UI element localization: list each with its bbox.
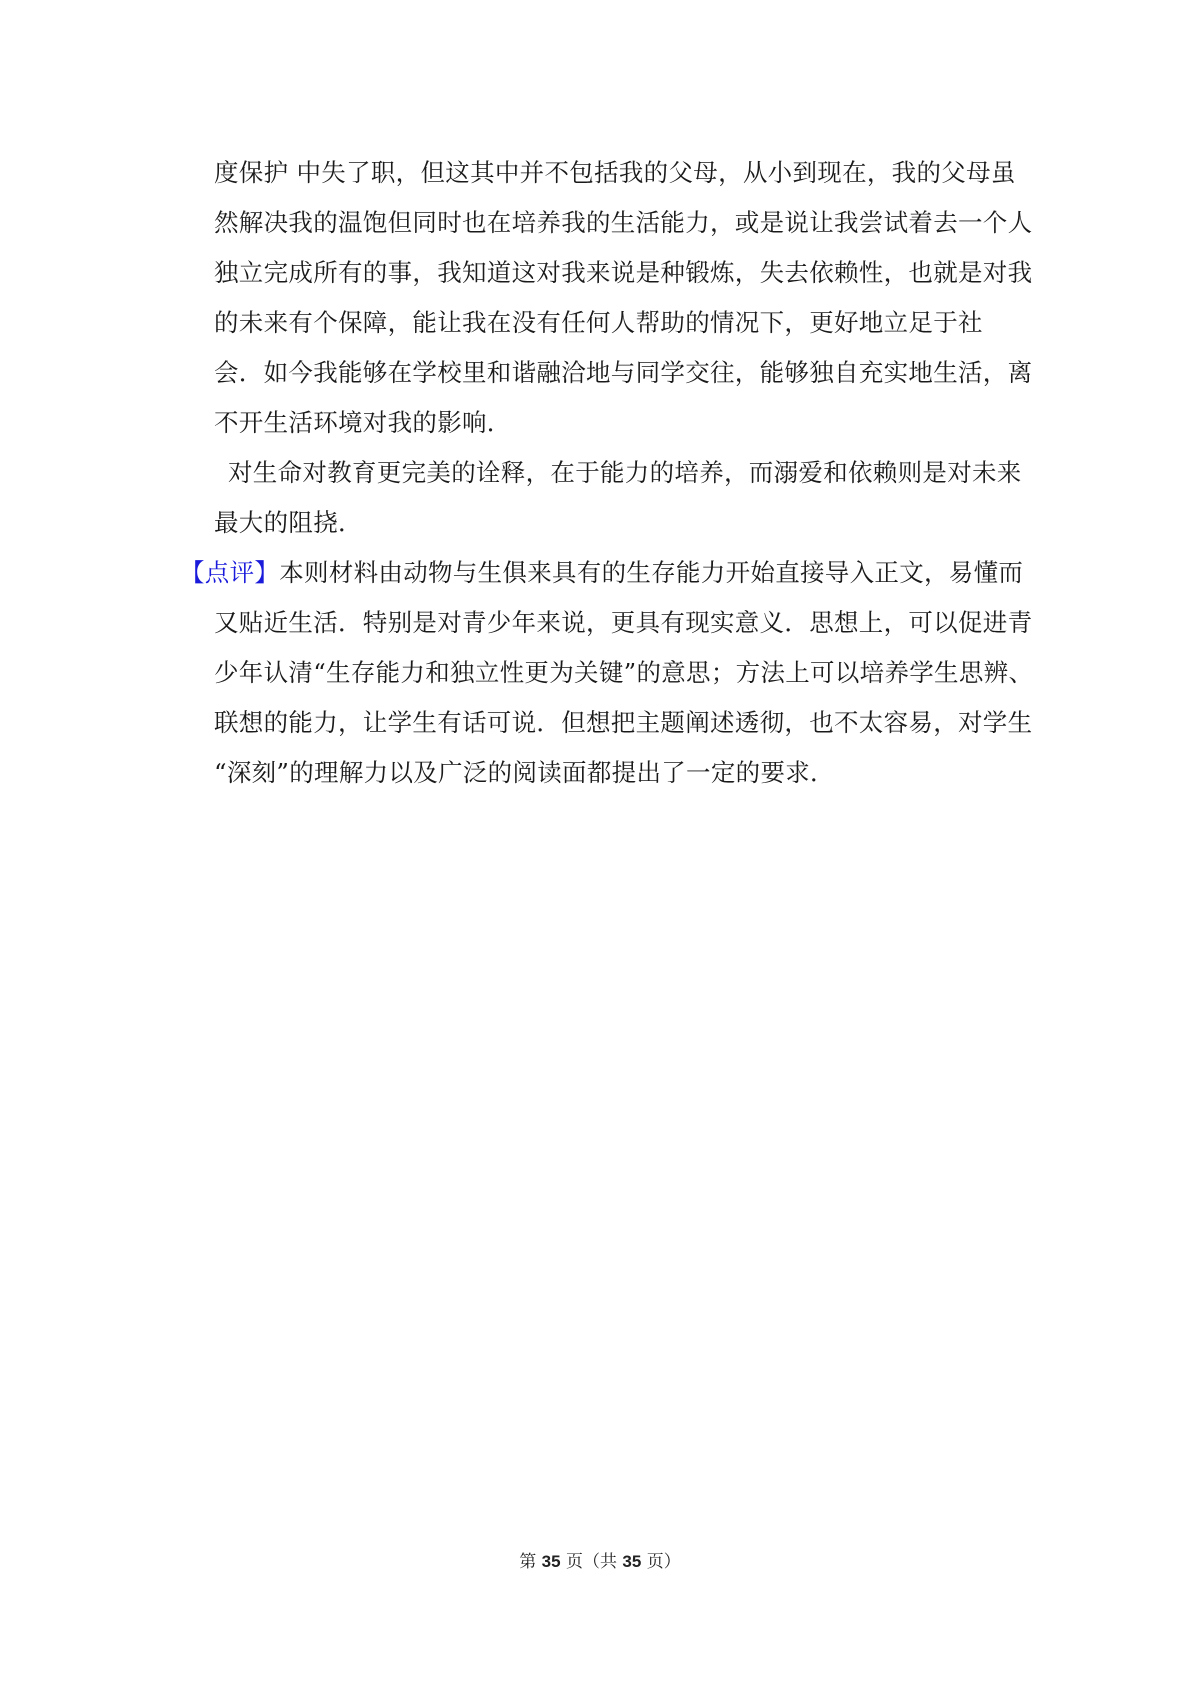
paragraph-2 <box>214 448 1022 548</box>
page-footer <box>0 1547 1200 1572</box>
comment-section <box>180 548 1034 798</box>
page-total: 35 <box>622 1552 642 1571</box>
comment-label: 【点评】 <box>180 558 280 587</box>
comment-text: 本则材料由动物与生俱来具有的生存能力开始直接导入正文，易懂而 <box>279 558 1024 587</box>
text-line: 联想的能力，让学生有话可说．但想把主题阐述透彻，也不太容易，对学生 <box>214 708 1033 737</box>
text-line: 不开生活环境对我的影响． <box>214 408 512 437</box>
text-line: 对生命对教育更完美的诠释，在于能力的培养，而溺爱和依赖则是对未来 <box>228 458 1022 487</box>
text-line: 少年认清“生存能力和独立性更为关键”的意思；方法上可以培养学生思辨、 <box>214 658 1034 687</box>
text-line: 的未来有个保障，能让我在没有任何人帮助的情况下，更好地立足于社 <box>214 308 983 337</box>
text-line: “深刻”的理解力以及广泛的阅读面都提出了一定的要求． <box>214 758 835 787</box>
text-line: 度保护 中失了职，但这其中并不包括我的父母，从小到现在，我的父母虽 <box>214 158 1016 187</box>
page-number: 35 <box>541 1552 561 1571</box>
footer-middle: 页（共 <box>560 1552 623 1572</box>
page-content <box>180 148 1034 798</box>
footer-prefix: 第 <box>519 1552 542 1572</box>
text-line: 然解决我的温饱但同时也在培养我的生活能力，或是说让我尝试着去一个人 <box>214 208 1033 237</box>
text-line: 又贴近生活．特别是对青少年来说，更具有现实意义．思想上，可以促进青 <box>214 608 1033 637</box>
footer-suffix: 页） <box>641 1552 681 1572</box>
comment-first-line <box>180 548 1024 598</box>
paragraph-1 <box>214 148 1033 448</box>
text-line: 会．如今我能够在学校里和谐融洽地与同学交往，能够独自充实地生活，离 <box>214 358 1033 387</box>
text-line: 最大的阻挠． <box>214 508 363 537</box>
text-line: 独立完成所有的事，我知道这对我来说是种锻炼，失去依赖性，也就是对我 <box>214 258 1033 287</box>
